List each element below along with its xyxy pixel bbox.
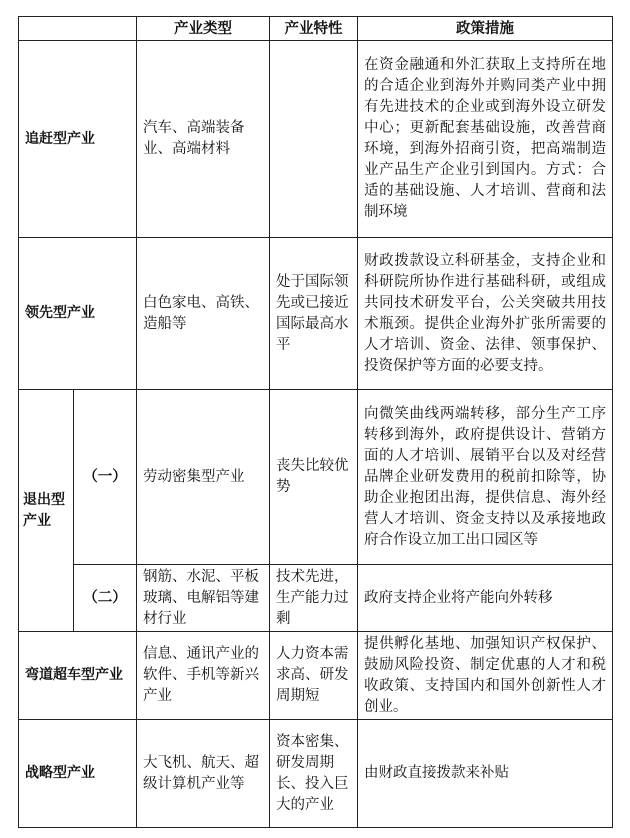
catch-up-trait	[270, 41, 358, 238]
row-overtake	[19, 632, 613, 720]
overtake-label: 弯道超车型产业	[19, 632, 137, 720]
strategic-label: 战略型产业	[19, 720, 137, 828]
header-row	[19, 17, 613, 41]
row-catch-up	[19, 41, 613, 238]
exit-sub2-policy: 政府支持企业将产能向外转移	[358, 565, 613, 632]
exit-sub1-policy: 向微笑曲线两端转移，部分生产工序转移到海外，政府提供设计、营销方面的人才培训、展销平台以及对经营品牌企业研发费用的税前扣除等，协助企业抱团出海，提供信息、海外经营人才培训、资金支持以及承接地政府合作设立加工出口园区等	[358, 390, 613, 565]
header-policy: 政策措施	[358, 17, 613, 41]
exit-label: 退出型产业	[19, 390, 74, 632]
catch-up-policy: 在资金融通和外汇获取上支持所在地的合适企业到海外并购同类产业中拥有先进技术的企业或到海外设立研发中心；更新配套基础设施，改善营商环境，到海外招商引资，把高端制造业产品生产企业引到国内。方式：合适的基础设施、人才培训、营商和法制环境	[358, 41, 613, 238]
overtake-kind: 信息、通讯产业的软件、手机等新兴产业	[137, 632, 270, 720]
leading-trait: 处于国际领先或已接近国际最高水平	[270, 238, 358, 390]
strategic-kind: 大飞机、航天、超级计算机产业等	[137, 720, 270, 828]
overtake-trait: 人力资本需求高、研发周期短	[270, 632, 358, 720]
exit-sub1-trait: 丧失比较优势	[270, 390, 358, 565]
catch-up-kind: 汽车、高端装备业、高端材料	[137, 41, 270, 238]
exit-sub1-label: （一）	[74, 390, 137, 565]
exit-sub2-kind: 钢筋、水泥、平板玻璃、电解铝等建材行业	[137, 565, 270, 632]
exit-sub2-trait: 技术先进，生产能力过剩	[270, 565, 358, 632]
row-exit-1	[19, 390, 613, 565]
row-leading	[19, 238, 613, 390]
strategic-policy: 由财政直接拨款来补贴	[358, 720, 613, 828]
header-blank-cell	[19, 17, 137, 41]
header-industry-kind: 产业类型	[137, 17, 270, 41]
leading-policy: 财政拨款设立科研基金，支持企业和科研院所协作进行基础科研，或组成共同技术研发平台，公关突破共用技术瓶颈。提供企业海外扩张所需要的人才培训、资金、法律、领事保护、投资保护等方面的必要支持。	[358, 238, 613, 390]
industry-policy-table	[18, 16, 613, 828]
catch-up-label: 追赶型产业	[19, 41, 137, 238]
strategic-trait: 资本密集、研发周期长、投入巨大的产业	[270, 720, 358, 828]
exit-sub1-kind: 劳动密集型产业	[137, 390, 270, 565]
row-strategic	[19, 720, 613, 828]
row-exit-2	[19, 565, 613, 632]
header-industry-trait: 产业特性	[270, 17, 358, 41]
leading-label: 领先型产业	[19, 238, 137, 390]
exit-sub2-label: （二）	[74, 565, 137, 632]
overtake-policy: 提供孵化基地、加强知识产权保护、鼓励风险投资、制定优惠的人才和税收政策、支持国内和国外创新性人才创业。	[358, 632, 613, 720]
leading-kind: 白色家电、高铁、造船等	[137, 238, 270, 390]
